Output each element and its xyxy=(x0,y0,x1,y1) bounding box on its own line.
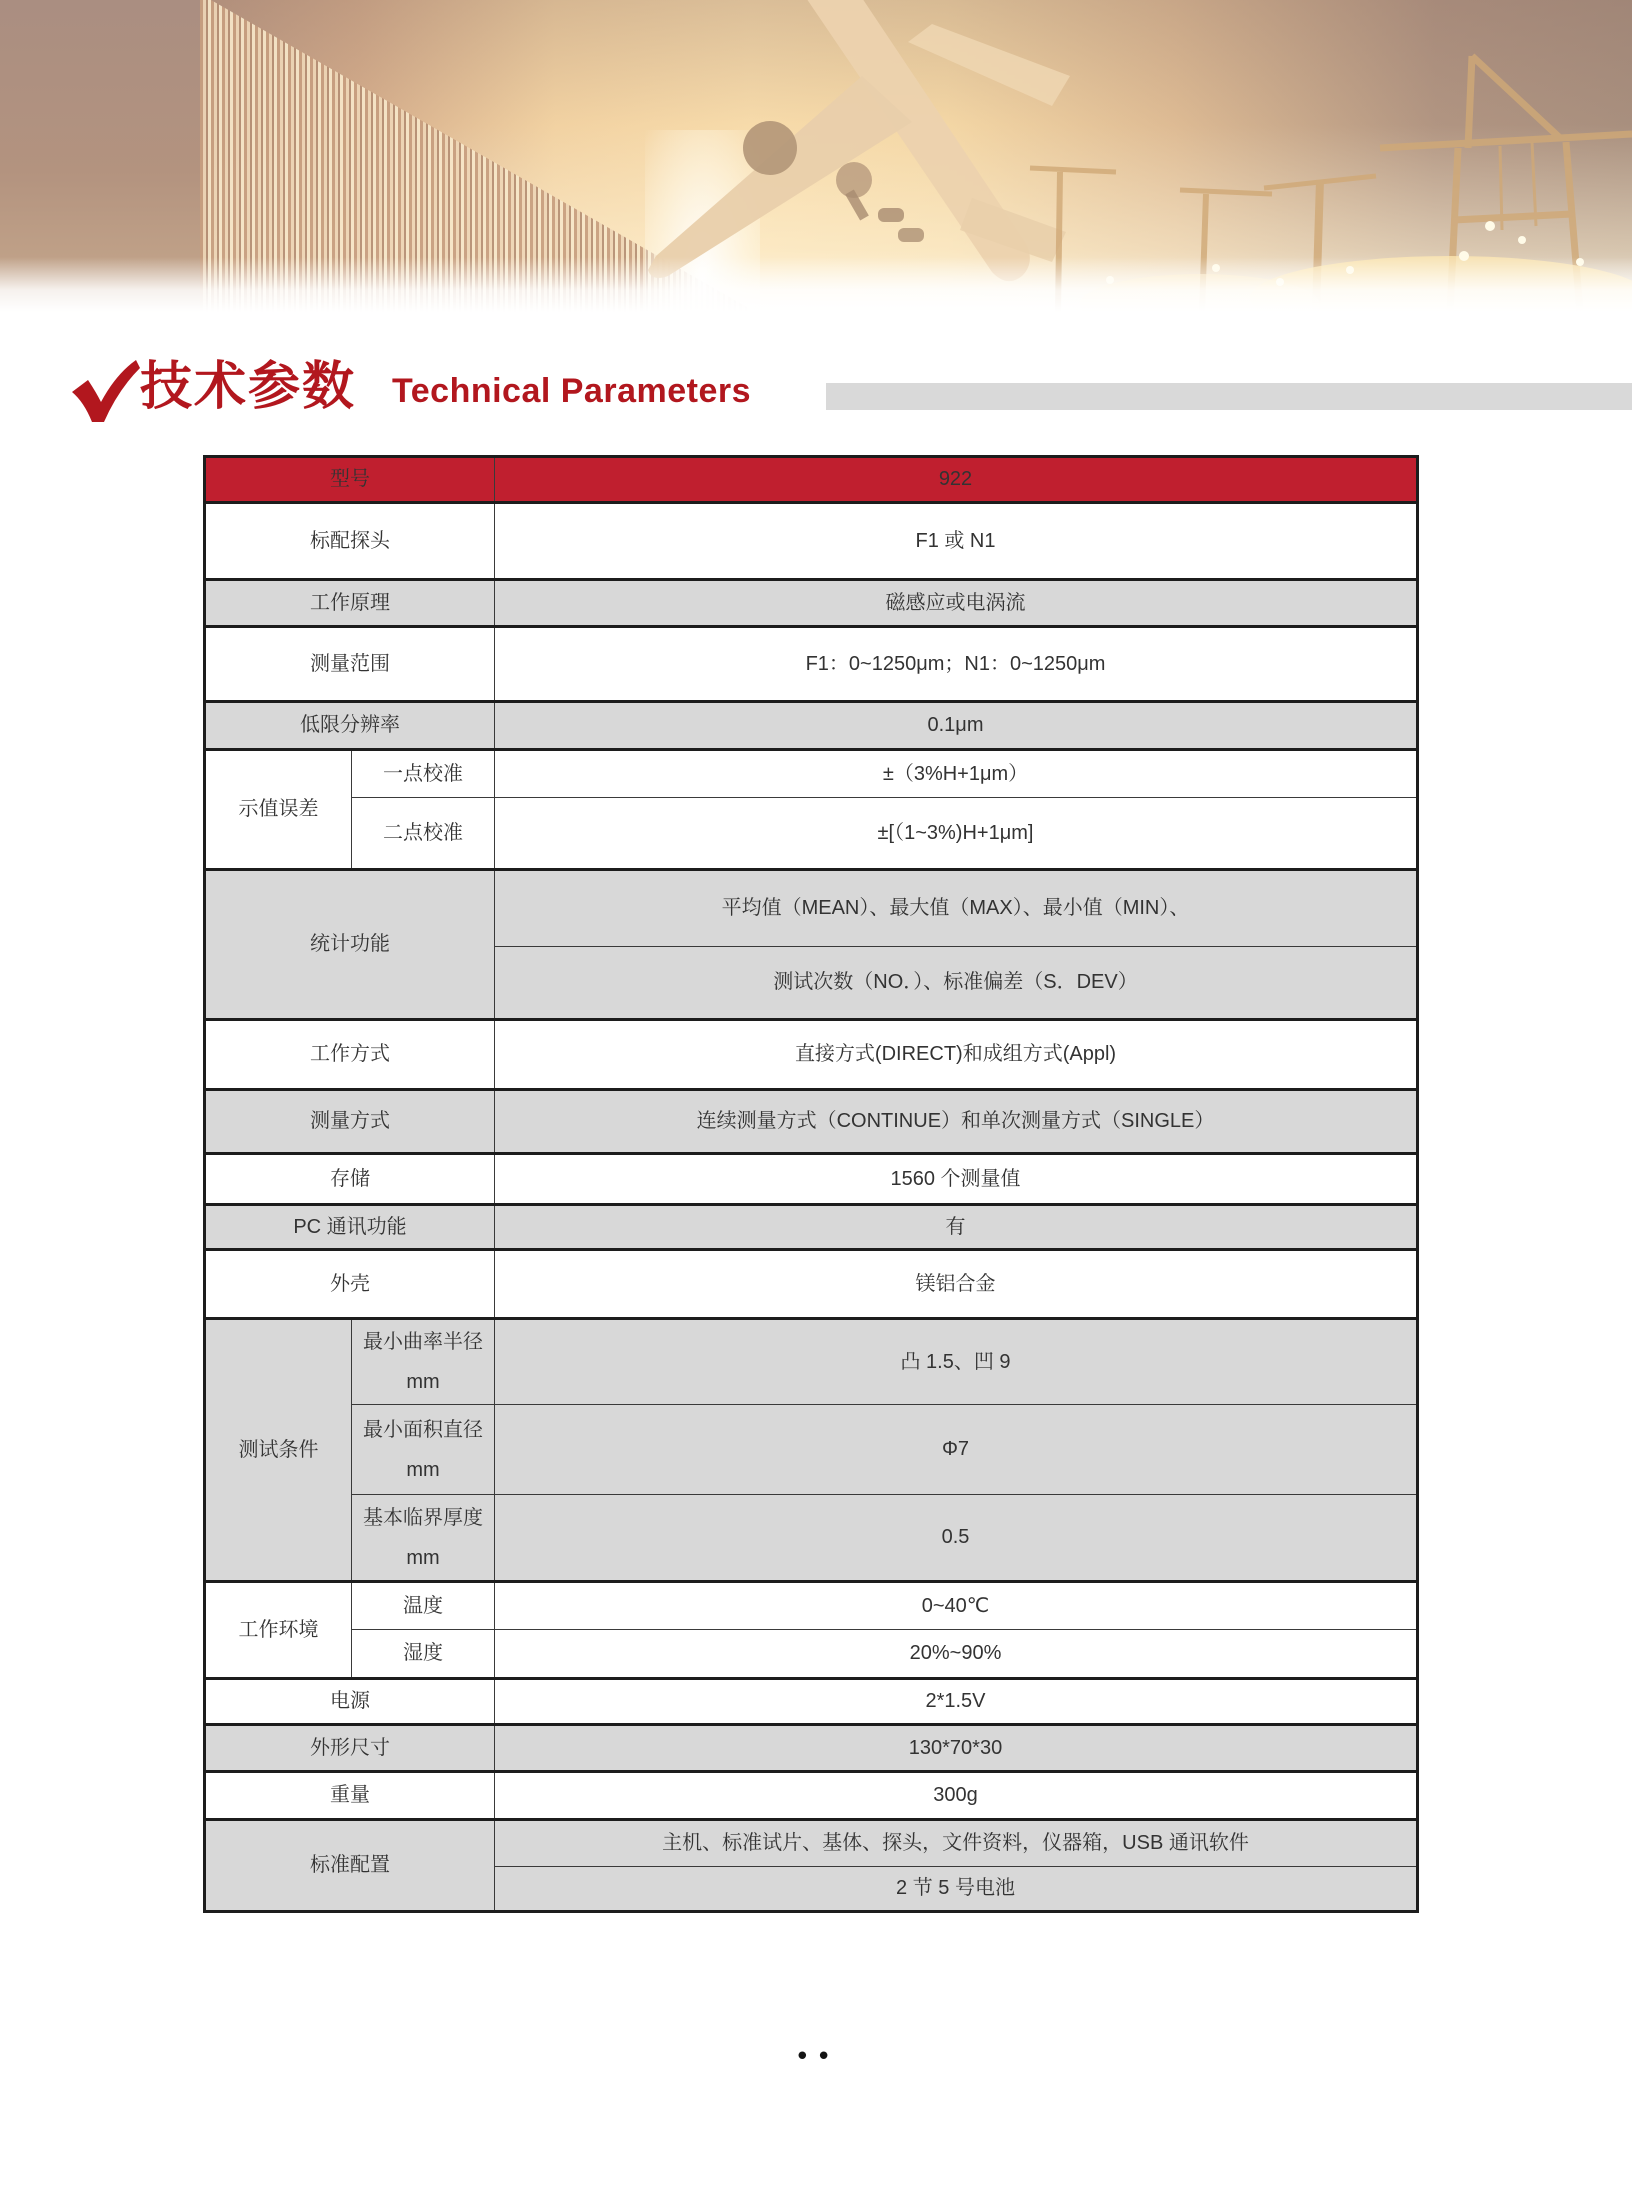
table-row xyxy=(205,1630,1418,1679)
table-row xyxy=(205,1205,1418,1250)
table-row xyxy=(205,627,1418,702)
table-row xyxy=(205,1582,1418,1630)
row-value-weight: 300g xyxy=(495,1772,1418,1820)
row-value-power: 2*1.5V xyxy=(495,1679,1418,1725)
table-row xyxy=(205,1020,1418,1090)
row-value-thickness: 0.5 xyxy=(495,1495,1418,1582)
row-value-humidity: 20%~90% xyxy=(495,1630,1418,1679)
group-label-environment: 工作环境 xyxy=(205,1582,352,1679)
table-row xyxy=(205,750,1418,798)
row-value-area: Φ7 xyxy=(495,1405,1418,1495)
row-value-dimensions: 130*70*30 xyxy=(495,1725,1418,1772)
table-row xyxy=(205,1679,1418,1725)
spec-table xyxy=(203,455,1419,1913)
group-label-stats: 统计功能 xyxy=(205,870,495,1020)
row-value-storage: 1560 个测量值 xyxy=(495,1154,1418,1205)
table-row xyxy=(205,1405,1418,1495)
row-label-shell: 外壳 xyxy=(205,1250,495,1319)
sub-label-humidity: 湿度 xyxy=(352,1630,495,1679)
row-value-probe: F1 或 N1 xyxy=(495,503,1418,580)
sub-label-thickness-line2: mm xyxy=(406,1546,440,1569)
page-footer-dots: •• xyxy=(794,2042,838,2072)
table-row xyxy=(205,1820,1418,1867)
table-row xyxy=(205,1319,1418,1405)
row-value-pc-comm: 有 xyxy=(495,1205,1418,1250)
table-row xyxy=(205,1154,1418,1205)
table-row xyxy=(205,870,1418,947)
table-row xyxy=(205,503,1418,580)
photo-bottom-fade xyxy=(0,257,1632,312)
page-title-zh: 技术参数 xyxy=(140,358,357,416)
table-row xyxy=(205,702,1418,750)
row-value-work-mode: 直接方式(DIRECT)和成组方式(Appl) xyxy=(495,1020,1418,1090)
row-value-one-point: ±（3%H+1μm） xyxy=(495,750,1418,798)
row-value-model: 922 xyxy=(495,457,1418,503)
checkmark-icon xyxy=(68,358,140,424)
sub-label-thickness-line1: 基本临界厚度 xyxy=(363,1506,483,1529)
sub-label-curvature-line2: mm xyxy=(406,1371,440,1393)
row-value-principle: 磁感应或电涡流 xyxy=(495,580,1418,627)
row-label-model: 型号 xyxy=(205,457,495,503)
table-row xyxy=(205,1772,1418,1820)
table-row xyxy=(205,1725,1418,1772)
row-value-shell: 镁铝合金 xyxy=(495,1250,1418,1319)
sub-label-temperature: 温度 xyxy=(352,1582,495,1630)
sub-label-curvature-line1: 最小曲率半径 xyxy=(363,1331,483,1353)
title-divider-bar xyxy=(826,383,1632,410)
table-row xyxy=(205,457,1418,503)
table-row xyxy=(205,1495,1418,1582)
sub-label-area-line1: 最小面积直径 xyxy=(363,1418,483,1441)
sub-label-thickness xyxy=(352,1495,495,1582)
table-row xyxy=(205,580,1418,627)
row-value-curvature: 凸 1.5、凹 9 xyxy=(495,1319,1418,1405)
sub-label-one-point: 一点校准 xyxy=(352,750,495,798)
row-value-standard-config-2: 2 节 5 号电池 xyxy=(495,1867,1418,1912)
sub-label-two-point: 二点校准 xyxy=(352,798,495,870)
row-label-work-mode: 工作方式 xyxy=(205,1020,495,1090)
row-value-resolution: 0.1μm xyxy=(495,702,1418,750)
row-label-storage: 存储 xyxy=(205,1154,495,1205)
row-label-resolution: 低限分辨率 xyxy=(205,702,495,750)
row-label-measure-mode: 测量方式 xyxy=(205,1090,495,1154)
row-value-stats-2: 测试次数（NO．）、标准偏差（S．DEV） xyxy=(495,947,1418,1020)
row-label-weight: 重量 xyxy=(205,1772,495,1820)
section-title xyxy=(0,340,1632,450)
header-photo xyxy=(0,0,1632,312)
sub-label-area-line2: mm xyxy=(406,1458,440,1481)
row-label-range: 测量范围 xyxy=(205,627,495,702)
row-value-measure-mode: 连续测量方式（CONTINUE）和单次测量方式（SINGLE） xyxy=(495,1090,1418,1154)
page-title-en: Technical Parameters xyxy=(392,372,751,410)
group-label-standard-config: 标准配置 xyxy=(205,1820,495,1912)
row-label-power: 电源 xyxy=(205,1679,495,1725)
row-value-stats-1: 平均值（MEAN）、最大值（MAX）、最小值（MIN）、 xyxy=(495,870,1418,947)
sub-label-area xyxy=(352,1405,495,1495)
row-value-standard-config-1: 主机、标准试片、基体、探头，文件资料，仪器箱，USB 通讯软件 xyxy=(495,1820,1418,1867)
row-label-probe: 标配探头 xyxy=(205,503,495,580)
group-label-test-cond: 测试条件 xyxy=(205,1319,352,1582)
sub-label-curvature xyxy=(352,1319,495,1405)
row-value-temperature: 0~40℃ xyxy=(495,1582,1418,1630)
table-row xyxy=(205,1250,1418,1319)
row-value-range: F1：0~1250μm；N1：0~1250μm xyxy=(495,627,1418,702)
table-row xyxy=(205,1090,1418,1154)
group-label-error: 示值误差 xyxy=(205,750,352,870)
row-label-dimensions: 外形尺寸 xyxy=(205,1725,495,1772)
row-value-two-point: ±[（1~3%)H+1μm] xyxy=(495,798,1418,870)
row-label-principle: 工作原理 xyxy=(205,580,495,627)
table-row xyxy=(205,798,1418,870)
row-label-pc-comm: PC 通讯功能 xyxy=(205,1205,495,1250)
